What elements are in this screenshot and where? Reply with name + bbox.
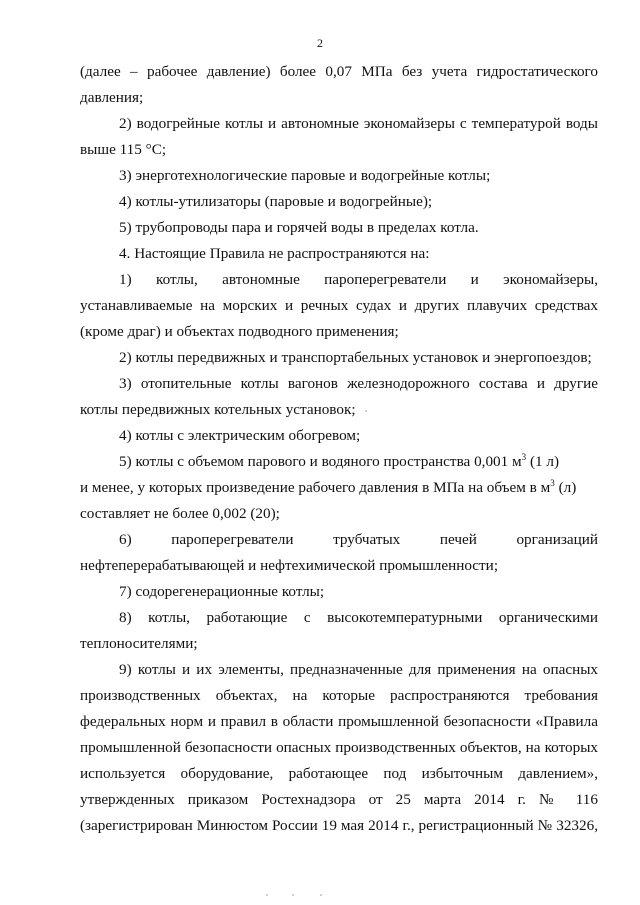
text-fragment: 5) котлы с объемом парового и водяного пространства 0,001 м — [119, 453, 522, 470]
text-line: утвержденных приказом Ростехнадзора от 25 марта 2014 г. № 116 — [80, 791, 598, 808]
text-line: используется оборудование, работающее под избыточным давлением», — [80, 765, 598, 782]
text-fragment: (1 л) — [526, 453, 560, 470]
text-line: 4) котлы с электрическим обогревом; — [119, 427, 361, 444]
text-line: теплоносителями; — [80, 635, 198, 652]
superscript: 3 — [521, 451, 527, 462]
text-line: котлы передвижных котельных установок; — [80, 401, 356, 418]
text-line: 2) котлы передвижных и транспортабельных установок и энергопоездов; — [119, 349, 592, 366]
text-line: (кроме драг) и объектах подводного применения; — [80, 323, 399, 340]
text-line: устанавливаемые на морских и речных судах и других плавучих средствах — [80, 297, 598, 314]
text-line: федеральных норм и правил в области промышленной безопасности «Правила — [80, 713, 598, 730]
scan-speck — [320, 894, 322, 896]
scan-speck — [266, 894, 268, 896]
text-line: 7) содорегенерационные котлы; — [119, 583, 325, 600]
text-line: 4. Настоящие Правила не распространяются на: — [119, 245, 430, 262]
scan-speck — [365, 410, 367, 412]
scan-speck — [292, 894, 294, 896]
text-line: (далее – рабочее давление) более 0,07 МПа без учета гидростатического — [80, 63, 598, 80]
text-fragment: и менее, у которых произведение рабочего давления в МПа на объем в м — [80, 479, 551, 496]
page-number: 2 — [317, 36, 323, 50]
text-line: составляет не более 0,002 (20); — [80, 505, 280, 522]
text-line: 8) котлы, работающие с высокотемпературными органическими — [119, 609, 598, 626]
text-line-with-unit — [119, 449, 598, 475]
text-line: 9) котлы и их элементы, предназначенные для применения на опасных — [119, 661, 598, 678]
text-line: давления; — [80, 89, 144, 106]
text-fragment: (л) — [554, 479, 577, 496]
text-line: производственных объектах, на которые распространяются требования — [80, 687, 598, 704]
text-line: 5) трубопроводы пара и горячей воды в пределах котла. — [119, 219, 479, 236]
text-line: 2) водогрейные котлы и автономные экономайзеры с температурой воды — [119, 115, 598, 132]
text-line: промышленной безопасности опасных производственных объектов, на которых — [80, 739, 598, 756]
text-line: 3) отопительные котлы вагонов железнодорожного состава и другие — [119, 375, 598, 392]
text-line: (зарегистрирован Минюстом России 19 мая 2014 г., регистрационный № 32326, — [80, 817, 598, 834]
text-line-with-unit — [80, 475, 598, 501]
text-line: нефтеперерабатывающей и нефтехимической промышленности; — [80, 557, 499, 574]
text-line: 4) котлы-утилизаторы (паровые и водогрейные); — [119, 193, 433, 210]
text-line: выше 115 °С; — [80, 141, 167, 158]
text-line: 3) энерготехнологические паровые и водогрейные котлы; — [119, 167, 491, 184]
text-line: 1) котлы, автономные пароперегреватели и экономайзеры, — [119, 271, 598, 288]
text-line: 6) пароперегреватели трубчатых печей организаций — [119, 531, 598, 548]
superscript: 3 — [550, 477, 555, 488]
